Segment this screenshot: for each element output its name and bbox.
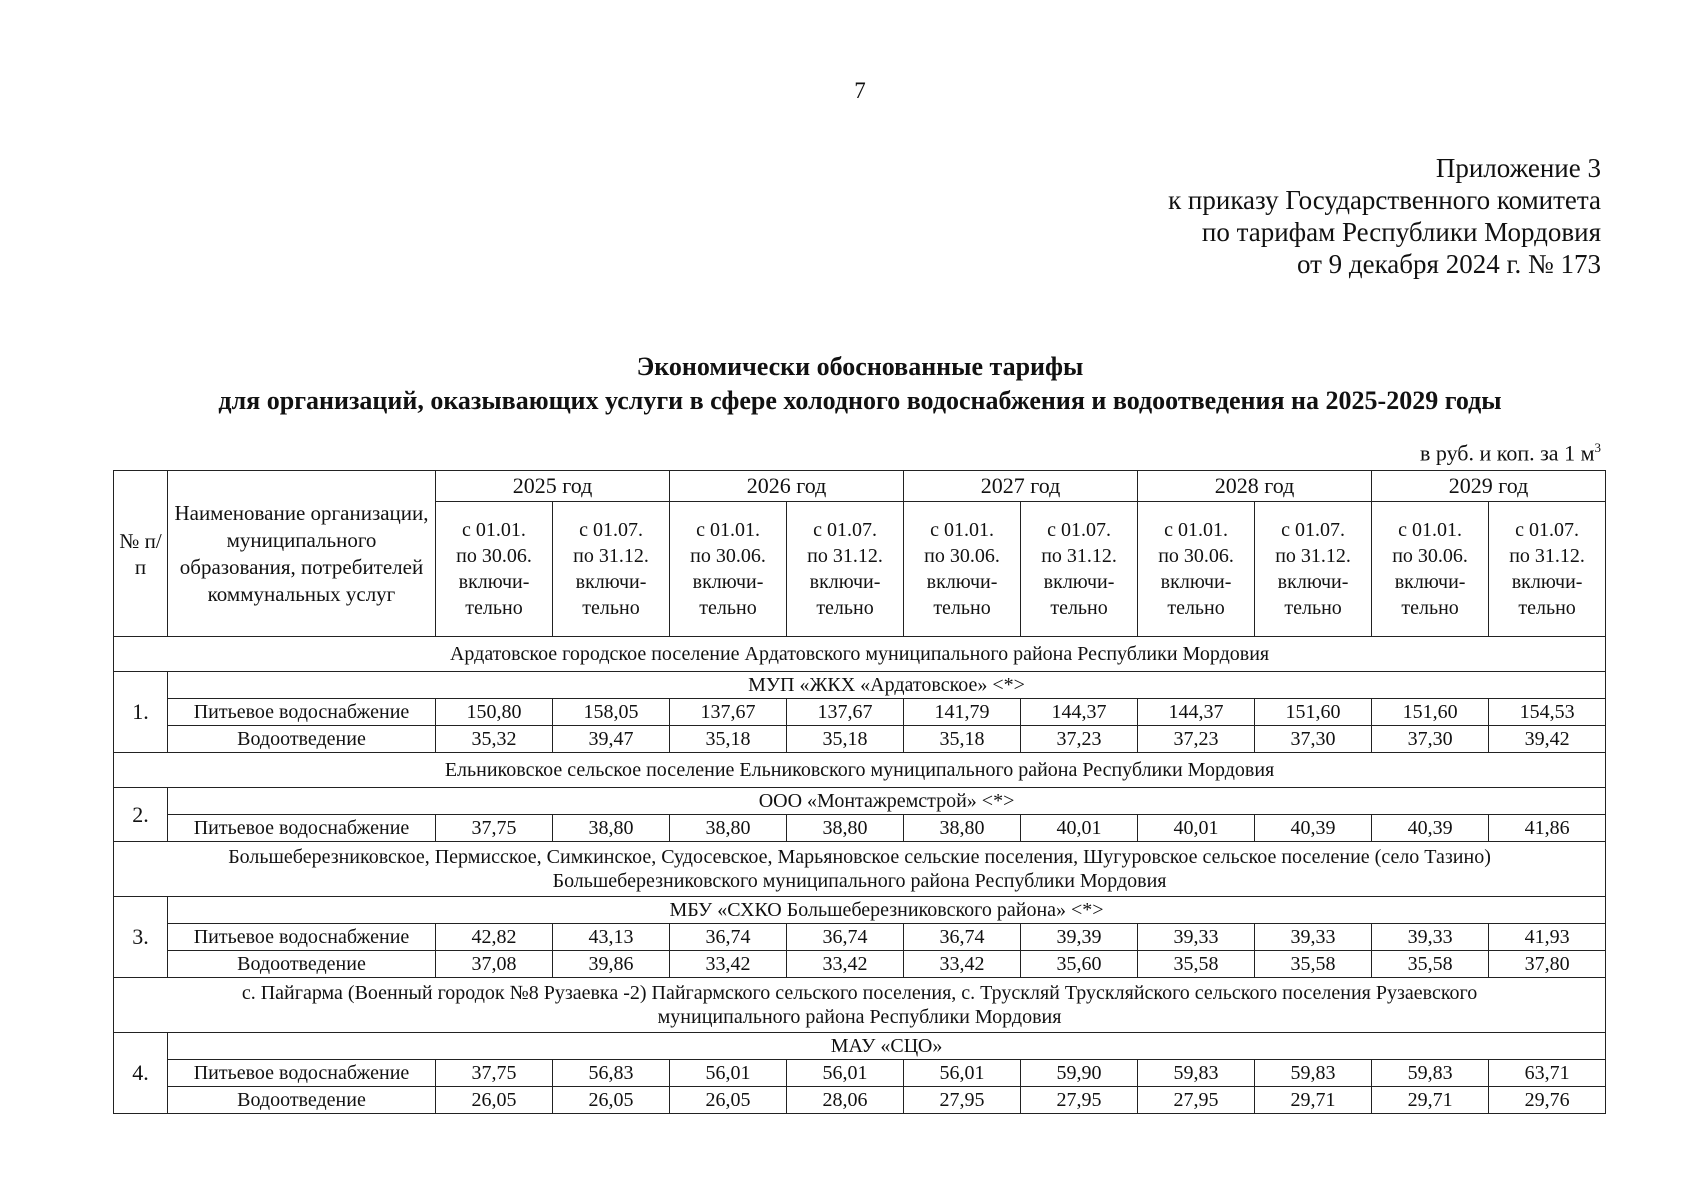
header-period: с 01.07. по 31.12. включи- тельно <box>1489 502 1606 637</box>
tariff-value: 39,47 <box>553 726 670 753</box>
tariff-value: 56,01 <box>904 1060 1021 1087</box>
header-period: с 01.07. по 31.12. включи- тельно <box>553 502 670 637</box>
header-period: с 01.01. по 30.06. включи- тельно <box>436 502 553 637</box>
service-name: Водоотведение <box>168 1087 436 1114</box>
tariff-value: 151,60 <box>1372 699 1489 726</box>
tariff-value: 40,01 <box>1021 815 1138 842</box>
tariff-table <box>113 470 1606 1114</box>
tariff-value: 33,42 <box>670 951 787 978</box>
tariff-value: 59,83 <box>1372 1060 1489 1087</box>
service-name: Питьевое водоснабжение <box>168 699 436 726</box>
tariff-value: 37,30 <box>1372 726 1489 753</box>
page-number: 7 <box>854 78 866 103</box>
tariff-value: 27,95 <box>1021 1087 1138 1114</box>
tariff-value: 35,58 <box>1138 951 1255 978</box>
org-row <box>114 672 1606 699</box>
row-number: 4. <box>114 1033 168 1114</box>
tariff-value: 151,60 <box>1255 699 1372 726</box>
tariff-value: 36,74 <box>904 924 1021 951</box>
header-period: с 01.01. по 30.06. включи- тельно <box>670 502 787 637</box>
org-row <box>114 897 1606 924</box>
region-line: с. Пайгарма (Военный городок №8 Рузаевка -2) Пайгармского сельского поселения, с. Трускляй Трускляйского сельского поселения Рузаевского <box>241 982 1478 1004</box>
tariff-value: 37,23 <box>1021 726 1138 753</box>
region-line: Большеберезниковское, Пермисское, Симкинское, Судосевское, Марьяновское сельские поселения, Шугуровское сельское поселение (село Тазино) <box>228 846 1491 868</box>
service-row <box>114 1087 1606 1114</box>
region-row <box>114 978 1606 1033</box>
header-year: 2027 год <box>904 471 1138 502</box>
tariff-value: 35,58 <box>1255 951 1372 978</box>
document-title <box>0 350 1697 418</box>
service-row <box>114 1060 1606 1087</box>
header-period: с 01.01. по 30.06. включи- тельно <box>904 502 1021 637</box>
tariff-value: 27,95 <box>904 1087 1021 1114</box>
tariff-value: 38,80 <box>904 815 1021 842</box>
header-period: с 01.01. по 30.06. включи- тельно <box>1138 502 1255 637</box>
tariff-value: 33,42 <box>787 951 904 978</box>
service-name: Питьевое водоснабжение <box>168 924 436 951</box>
tariff-value: 39,33 <box>1372 924 1489 951</box>
tariff-value: 39,86 <box>553 951 670 978</box>
service-name: Питьевое водоснабжение <box>168 815 436 842</box>
service-row <box>114 924 1606 951</box>
tariff-value: 56,01 <box>787 1060 904 1087</box>
header-period: с 01.07. по 31.12. включи- тельно <box>1021 502 1138 637</box>
tariff-value: 35,18 <box>670 726 787 753</box>
tariff-value: 56,83 <box>553 1060 670 1087</box>
tariff-value: 41,86 <box>1489 815 1606 842</box>
region-line: Большеберезниковского муниципального района Республики Мордовия <box>552 870 1167 892</box>
tariff-value: 137,67 <box>670 699 787 726</box>
header-name: Наименование организации, муниципального образования, потребителей коммунальных услуг <box>168 471 436 637</box>
service-row <box>114 699 1606 726</box>
tariff-value: 37,75 <box>436 1060 553 1087</box>
tariff-value: 40,39 <box>1372 815 1489 842</box>
tariff-value: 144,37 <box>1021 699 1138 726</box>
tariff-value: 35,18 <box>904 726 1021 753</box>
tariff-value: 158,05 <box>553 699 670 726</box>
tariff-value: 39,39 <box>1021 924 1138 951</box>
tariff-value: 59,83 <box>1138 1060 1255 1087</box>
tariff-value: 28,06 <box>787 1087 904 1114</box>
tariff-value: 26,05 <box>670 1087 787 1114</box>
tariff-value: 36,74 <box>787 924 904 951</box>
appendix-line: по тарифам Республики Мордовия <box>1201 217 1601 247</box>
region-cell <box>114 978 1606 1033</box>
tariff-value: 26,05 <box>436 1087 553 1114</box>
organization-name: МУП «ЖКХ «Ардатовское» <*> <box>168 672 1606 699</box>
header-period: с 01.07. по 31.12. включи- тельно <box>1255 502 1372 637</box>
unit-note-sup: 3 <box>1594 440 1601 455</box>
tariff-value: 141,79 <box>904 699 1021 726</box>
tariff-value: 33,42 <box>904 951 1021 978</box>
tariff-value: 29,71 <box>1255 1087 1372 1114</box>
region-cell: Ельниковское сельское поселение Ельниковского муниципального района Республики Мордовия <box>114 753 1606 788</box>
tariff-value: 59,83 <box>1255 1060 1372 1087</box>
appendix-line: от 9 декабря 2024 г. № 173 <box>1296 249 1601 279</box>
tariff-value: 35,18 <box>787 726 904 753</box>
row-number: 2. <box>114 788 168 842</box>
tariff-value: 29,71 <box>1372 1087 1489 1114</box>
header-year: 2026 год <box>670 471 904 502</box>
header-year: 2029 год <box>1372 471 1606 502</box>
tariff-value: 154,53 <box>1489 699 1606 726</box>
header-num: № п/п <box>114 471 168 637</box>
service-row <box>114 815 1606 842</box>
tariff-value: 36,74 <box>670 924 787 951</box>
tariff-value: 37,08 <box>436 951 553 978</box>
title-line: для организаций, оказывающих услуги в сфере холодного водоснабжения и водоотведения на 2025-2029 годы <box>218 386 1502 415</box>
region-cell: Ардатовское городское поселение Ардатовского муниципального района Республики Мордовия <box>114 637 1606 672</box>
unit-note <box>1420 440 1601 466</box>
service-name: Питьевое водоснабжение <box>168 1060 436 1087</box>
tariff-value: 43,13 <box>553 924 670 951</box>
region-row <box>114 753 1606 788</box>
tariff-value: 63,71 <box>1489 1060 1606 1087</box>
tariff-value: 40,01 <box>1138 815 1255 842</box>
tariff-value: 37,75 <box>436 815 553 842</box>
region-row <box>114 637 1606 672</box>
organization-name: ООО «Монтажремстрой» <*> <box>168 788 1606 815</box>
organization-name: МАУ «СЦО» <box>168 1033 1606 1060</box>
org-row <box>114 788 1606 815</box>
region-line: муниципального района Республики Мордовия <box>657 1006 1062 1028</box>
tariff-value: 150,80 <box>436 699 553 726</box>
tariff-value: 144,37 <box>1138 699 1255 726</box>
tariff-value: 35,60 <box>1021 951 1138 978</box>
tariff-value: 35,58 <box>1372 951 1489 978</box>
tariff-value: 27,95 <box>1138 1087 1255 1114</box>
tariff-value: 56,01 <box>670 1060 787 1087</box>
service-name: Водоотведение <box>168 726 436 753</box>
tariff-value: 39,33 <box>1255 924 1372 951</box>
organization-name: МБУ «СХКО Большеберезниковского района» <*> <box>168 897 1606 924</box>
tariff-value: 39,33 <box>1138 924 1255 951</box>
row-number: 1. <box>114 672 168 753</box>
tariff-value: 42,82 <box>436 924 553 951</box>
service-row <box>114 726 1606 753</box>
tariff-value: 26,05 <box>553 1087 670 1114</box>
tariff-value: 39,42 <box>1489 726 1606 753</box>
tariff-value: 38,80 <box>553 815 670 842</box>
tariff-value: 29,76 <box>1489 1087 1606 1114</box>
unit-note-text: в руб. и коп. за 1 м <box>1420 440 1595 466</box>
header-period: с 01.01. по 30.06. включи- тельно <box>1372 502 1489 637</box>
region-cell <box>114 842 1606 897</box>
tariff-value: 35,32 <box>436 726 553 753</box>
tariff-value: 41,93 <box>1489 924 1606 951</box>
tariff-value: 59,90 <box>1021 1060 1138 1087</box>
header-period: с 01.07. по 31.12. включи- тельно <box>787 502 904 637</box>
tariff-value: 38,80 <box>670 815 787 842</box>
appendix-block <box>1168 152 1601 280</box>
appendix-line: Приложение 3 <box>1435 153 1601 183</box>
appendix-line: к приказу Государственного комитета <box>1168 185 1601 215</box>
row-number: 3. <box>114 897 168 978</box>
header-year: 2025 год <box>436 471 670 502</box>
tariff-value: 40,39 <box>1255 815 1372 842</box>
tariff-value: 38,80 <box>787 815 904 842</box>
tariff-value: 37,23 <box>1138 726 1255 753</box>
tariff-value: 37,80 <box>1489 951 1606 978</box>
service-row <box>114 951 1606 978</box>
service-name: Водоотведение <box>168 951 436 978</box>
header-row <box>114 471 1606 502</box>
title-line: Экономически обоснованные тарифы <box>636 352 1084 381</box>
region-row <box>114 842 1606 897</box>
header-year: 2028 год <box>1138 471 1372 502</box>
org-row <box>114 1033 1606 1060</box>
tariff-value: 37,30 <box>1255 726 1372 753</box>
tariff-value: 137,67 <box>787 699 904 726</box>
